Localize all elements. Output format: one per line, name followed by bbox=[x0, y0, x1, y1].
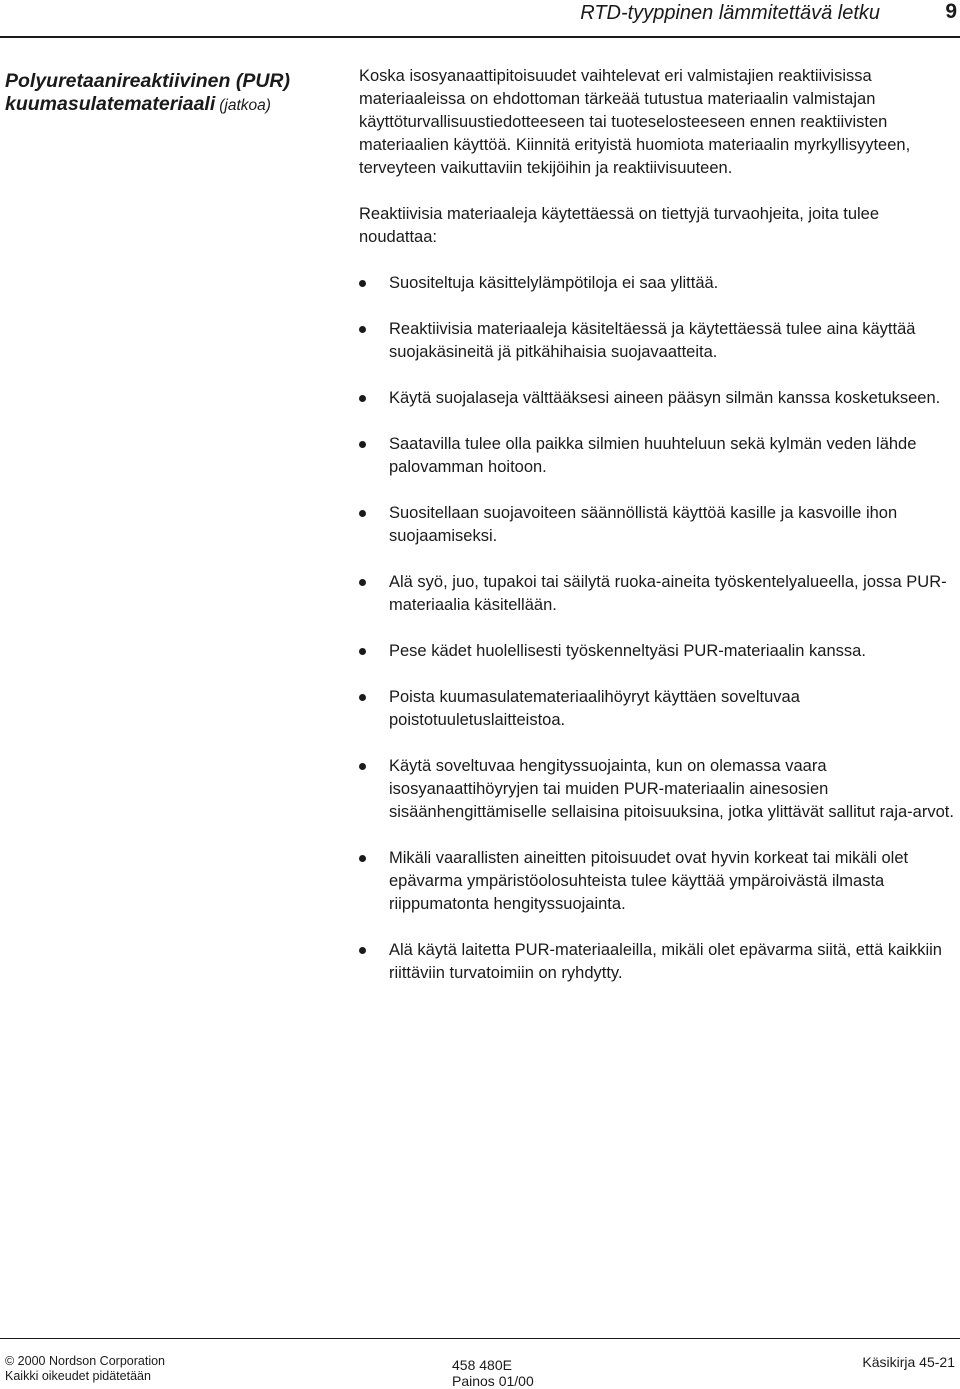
rights-text: Kaikki oikeudet pidätetään bbox=[5, 1369, 151, 1383]
header-divider bbox=[0, 36, 960, 38]
footer-manual: Käsikirja 45-21 bbox=[862, 1354, 955, 1370]
bullet-icon bbox=[359, 579, 366, 586]
list-item: Poista kuumasulatemateriaalihöyryt käyttäen soveltuvaa poistotuuletuslaitteistoa. bbox=[359, 686, 959, 732]
section-heading-continued: (jatkoa) bbox=[219, 97, 271, 114]
list-item: Pese kädet huolellisesti työskenneltyäsi PUR-materiaalin kanssa. bbox=[359, 640, 959, 663]
bullet-icon bbox=[359, 855, 366, 862]
bullet-icon bbox=[359, 326, 366, 333]
bullet-icon bbox=[359, 763, 366, 770]
bullet-icon bbox=[359, 694, 366, 701]
safety-list bbox=[359, 272, 959, 985]
list-item: Saatavilla tulee olla paikka silmien huuhteluun sekä kylmän veden lähde palovamman hoitoon. bbox=[359, 433, 959, 479]
footer-divider bbox=[0, 1338, 960, 1339]
footer-part-info bbox=[452, 1357, 534, 1389]
intro-paragraph: Koska isosyanaattipitoisuudet vaihtelevat eri valmistajien reaktiivisissa materiaaleissa on ehdottoman tärkeää tutustua materiaalin valmistajan käyttöturvallisuustiedotteeseen tai tuoteselosteeseen ennen reaktiivisten materiaalien käyttöä. Kiinnitä erityistä huomiota materiaalin myrkyllisyyteen, terveyteen vaikuttaviin tekijöihin ja reaktiivisuuteen. bbox=[359, 67, 911, 177]
list-item: Alä käytä laitetta PUR-materiaaleilla, mikäli olet epävarma siitä, että kaikkiin riittäviin turvatoimiin on ryhdytty. bbox=[359, 939, 959, 985]
edition: Painos 01/00 bbox=[452, 1373, 534, 1389]
list-item: Käytä suojalaseja välttääksesi aineen pääsyn silmän kanssa kosketukseen. bbox=[359, 387, 959, 410]
bullet-icon bbox=[359, 441, 366, 448]
list-item: Alä syö, juo, tupakoi tai säilytä ruoka-aineita työskentelyalueella, jossa PUR-materiaalia käsitellään. bbox=[359, 571, 959, 617]
list-item: Suositellaan suojavoiteen säännöllistä käyttöä kasille ja kasvoille ihon suojaamiseksi. bbox=[359, 502, 959, 548]
instructions-paragraph: Reaktiivisia materiaaleja käytettäessä on tiettyjä turvaohjeita, joita tulee noudattaa: bbox=[359, 205, 880, 246]
list-item: Käytä soveltuvaa hengityssuojainta, kun on olemassa vaara isosyanaattihöyryjen tai muiden PUR-materiaalin ainesosien sisäänhengittämiselle sellaisina pitoisuuksina, jotka ylittävät sallitut raja-arvot. bbox=[359, 755, 959, 824]
footer-copyright bbox=[5, 1354, 165, 1384]
list-item: Mikäli vaarallisten aineitten pitoisuudet ovat hyvin korkeat tai mikäli olet epävarma ympäristöolosuhteista tulee käyttää ympäroivästä ilmasta riippumatonta hengityssuojainta. bbox=[359, 847, 959, 916]
list-item: Reaktiivisia materiaaleja käsiteltäessä ja käytettäessä tulee aina käyttää suojakäsineitä jä pitkähihaisia suojavaatteita. bbox=[359, 318, 959, 364]
section-heading bbox=[5, 70, 335, 117]
page-number: 9 bbox=[945, 0, 957, 23]
bullet-icon bbox=[359, 947, 366, 954]
bullet-icon bbox=[359, 648, 366, 655]
bullet-icon bbox=[359, 280, 366, 287]
list-item: Suositeltuja käsittelylämpötiloja ei saa ylittää. bbox=[359, 272, 959, 295]
part-number: 458 480E bbox=[452, 1357, 512, 1373]
bullet-icon bbox=[359, 510, 366, 517]
bullet-icon bbox=[359, 395, 366, 402]
section-heading-text: Polyuretaanireaktiivinen (PUR) kuumasulatemateriaali bbox=[5, 70, 290, 115]
copyright-text: © 2000 Nordson Corporation bbox=[5, 1354, 165, 1368]
main-content bbox=[359, 65, 959, 1008]
header-title: RTD-tyyppinen lämmitettävä letku bbox=[580, 2, 880, 24]
